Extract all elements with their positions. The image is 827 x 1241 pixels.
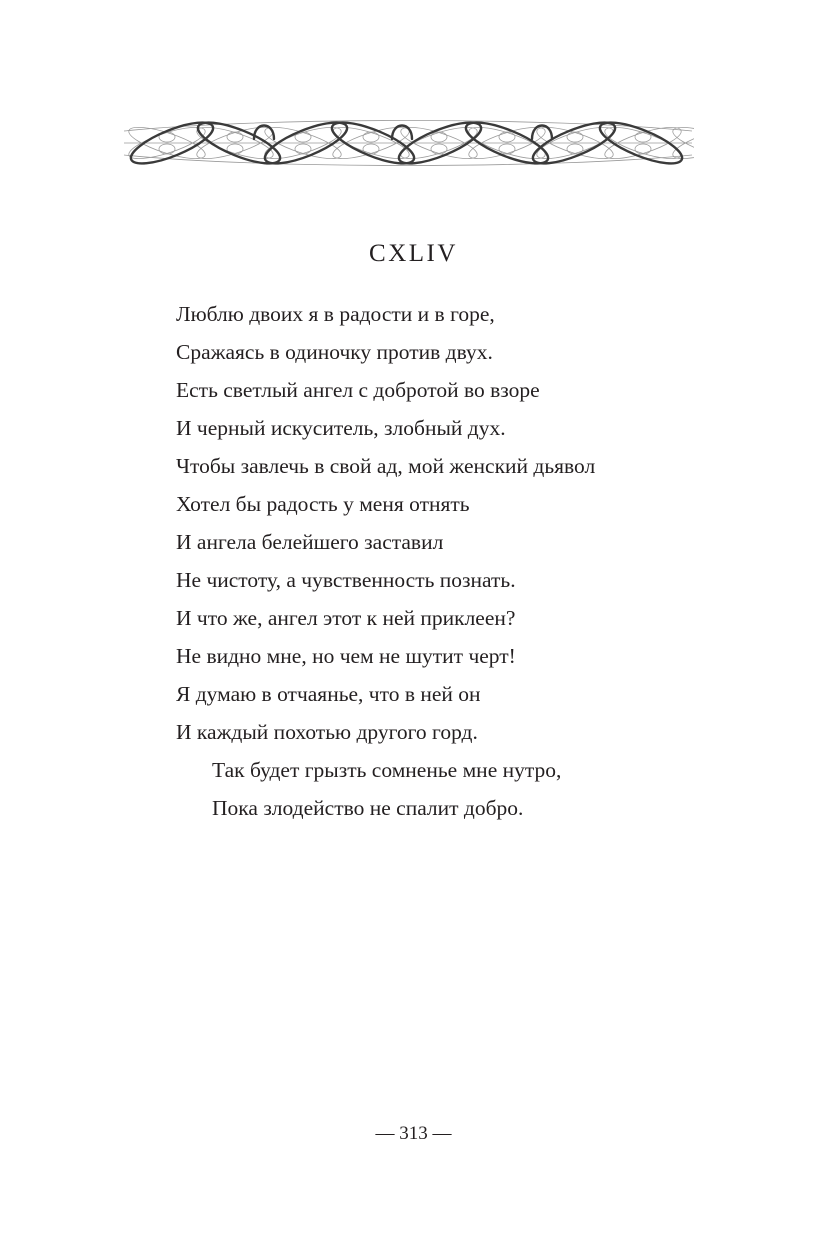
sonnet-number: CXLIV: [369, 240, 458, 267]
scrollwork-divider-icon: [122, 112, 694, 174]
poem-line: Люблю двоих я в радости и в горе,: [176, 302, 495, 326]
poem-line: Не чистоту, а чувственность познать.: [176, 568, 516, 592]
poem-line: Есть светлый ангел с добротой во взоре: [176, 378, 540, 402]
poem-line: И что же, ангел этот к ней приклеен?: [176, 606, 516, 630]
poem-line: Не видно мне, но чем не шутит черт!: [176, 644, 516, 668]
poem: [176, 295, 696, 827]
poem-couplet-line: Пока злодейство не спалит добро.: [212, 796, 524, 820]
poem-line: И черный искуситель, злобный дух.: [176, 416, 506, 440]
poem-line: Хотел бы радость у меня отнять: [176, 492, 470, 516]
poem-line: Я думаю в отчаянье, что в ней он: [176, 682, 481, 706]
poem-line: Сражаясь в одиночку против двух.: [176, 340, 493, 364]
poem-line: Чтобы завлечь в свой ад, мой женский дьявол: [176, 454, 596, 478]
page-number: — 313 —: [375, 1123, 452, 1144]
poem-line: И ангела белейшего заставил: [176, 530, 444, 554]
poem-line: И каждый похотью другого горд.: [176, 720, 478, 744]
poem-couplet-line: Так будет грызть сомненье мне нутро,: [212, 758, 562, 782]
